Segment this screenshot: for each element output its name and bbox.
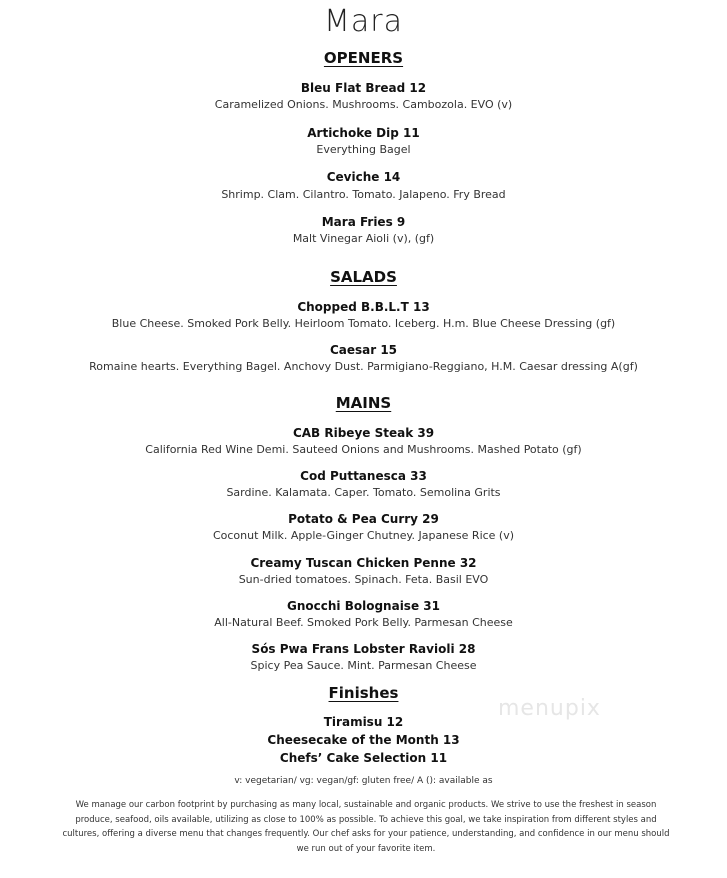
menu-item-name: Gnocchi Bolognaise 31 [287, 599, 440, 613]
menu-item-name: Sós Pwa Frans Lobster Ravioli 28 [251, 642, 476, 656]
menu-item-name: Chefs’ Cake Selection 11 [279, 751, 448, 765]
sustainability-note [46, 798, 686, 856]
footer-line: We manage our carbon footprint by purchasing as many local, sustainable and organic products. We strive to use the freshest in season [75, 800, 657, 810]
menu-item-description: California Red Wine Demi. Sauteed Onions and Mushrooms. Mashed Potato (gf) [145, 443, 582, 456]
menu-item-description: Shrimp. Clam. Cilantro. Tomato. Jalapeno. Fry Bread [221, 188, 506, 201]
restaurant-title: Mara [324, 4, 403, 39]
section-heading-openers: OPENERS [323, 49, 404, 67]
section-heading-finishes: Finishes [328, 684, 399, 702]
menu-item-name: Tiramisu 12 [323, 715, 404, 729]
menu-item-name: Mara Fries 9 [321, 215, 406, 229]
footer-line: cultures, offering a diverse menu that changes frequently. Our chef asks for your patience, understanding, and confidence in our menu should [62, 829, 670, 839]
menu-item-description: Spicy Pea Sauce. Mint. Parmesan Cheese [250, 659, 477, 672]
menu-item-name: Bleu Flat Bread 12 [300, 81, 427, 95]
menu-item-name: Creamy Tuscan Chicken Penne 32 [250, 556, 477, 570]
menu-item-name: CAB Ribeye Steak 39 [292, 426, 435, 440]
footer-line: produce, seafood, oils available, utilizing as close to 100% as possible. To achieve this goal, we take inspiration from different styles and [75, 814, 657, 825]
menu-item-name: Caesar 15 [329, 343, 398, 357]
menu-item-description: Blue Cheese. Smoked Pork Belly. Heirloom Tomato. Iceberg. H.m. Blue Cheese Dressing (gf) [111, 317, 616, 330]
menu-item-description: Sardine. Kalamata. Caper. Tomato. Semolina Grits [226, 486, 501, 499]
menu-item-description: Caramelized Onions. Mushrooms. Cambozola. EVO (v) [214, 98, 513, 111]
footer-line: we run out of your favorite item. [296, 843, 436, 854]
menu-item-description: Everything Bagel [316, 143, 411, 156]
menu-item-name: Cod Puttanesca 33 [300, 469, 427, 483]
menu-item-name: Chopped B.B.L.T 13 [297, 300, 430, 314]
menu-item-description: Sun-dried tomatoes. Spinach. Feta. Basil EVO [238, 573, 489, 586]
menu-item-name: Artichoke Dip 11 [307, 126, 420, 140]
menu-item-name: Cheesecake of the Month 13 [267, 733, 460, 747]
menu-item-name: Ceviche 14 [326, 170, 401, 184]
menu-item-description: Romaine hearts. Everything Bagel. Anchovy Dust. Parmigiano-Reggiano, H.M. Caesar dressing A(gf) [89, 360, 638, 373]
menu-item-name: Potato & Pea Curry 29 [288, 512, 439, 526]
watermark: menupix [498, 696, 601, 721]
menu-item-description: Coconut Milk. Apple-Ginger Chutney. Japanese Rice (v) [212, 529, 515, 542]
section-heading-salads: SALADS [330, 268, 397, 286]
section-heading-mains: MAINS [335, 394, 392, 412]
menu-item-description: All-Natural Beef. Smoked Pork Belly. Parmesan Cheese [214, 616, 513, 629]
menu-item-description: Malt Vinegar Aioli (v), (gf) [292, 232, 435, 245]
dietary-legend: v: vegetarian/ vg: vegan/gf: gluten free/ A (): available as [234, 776, 493, 786]
